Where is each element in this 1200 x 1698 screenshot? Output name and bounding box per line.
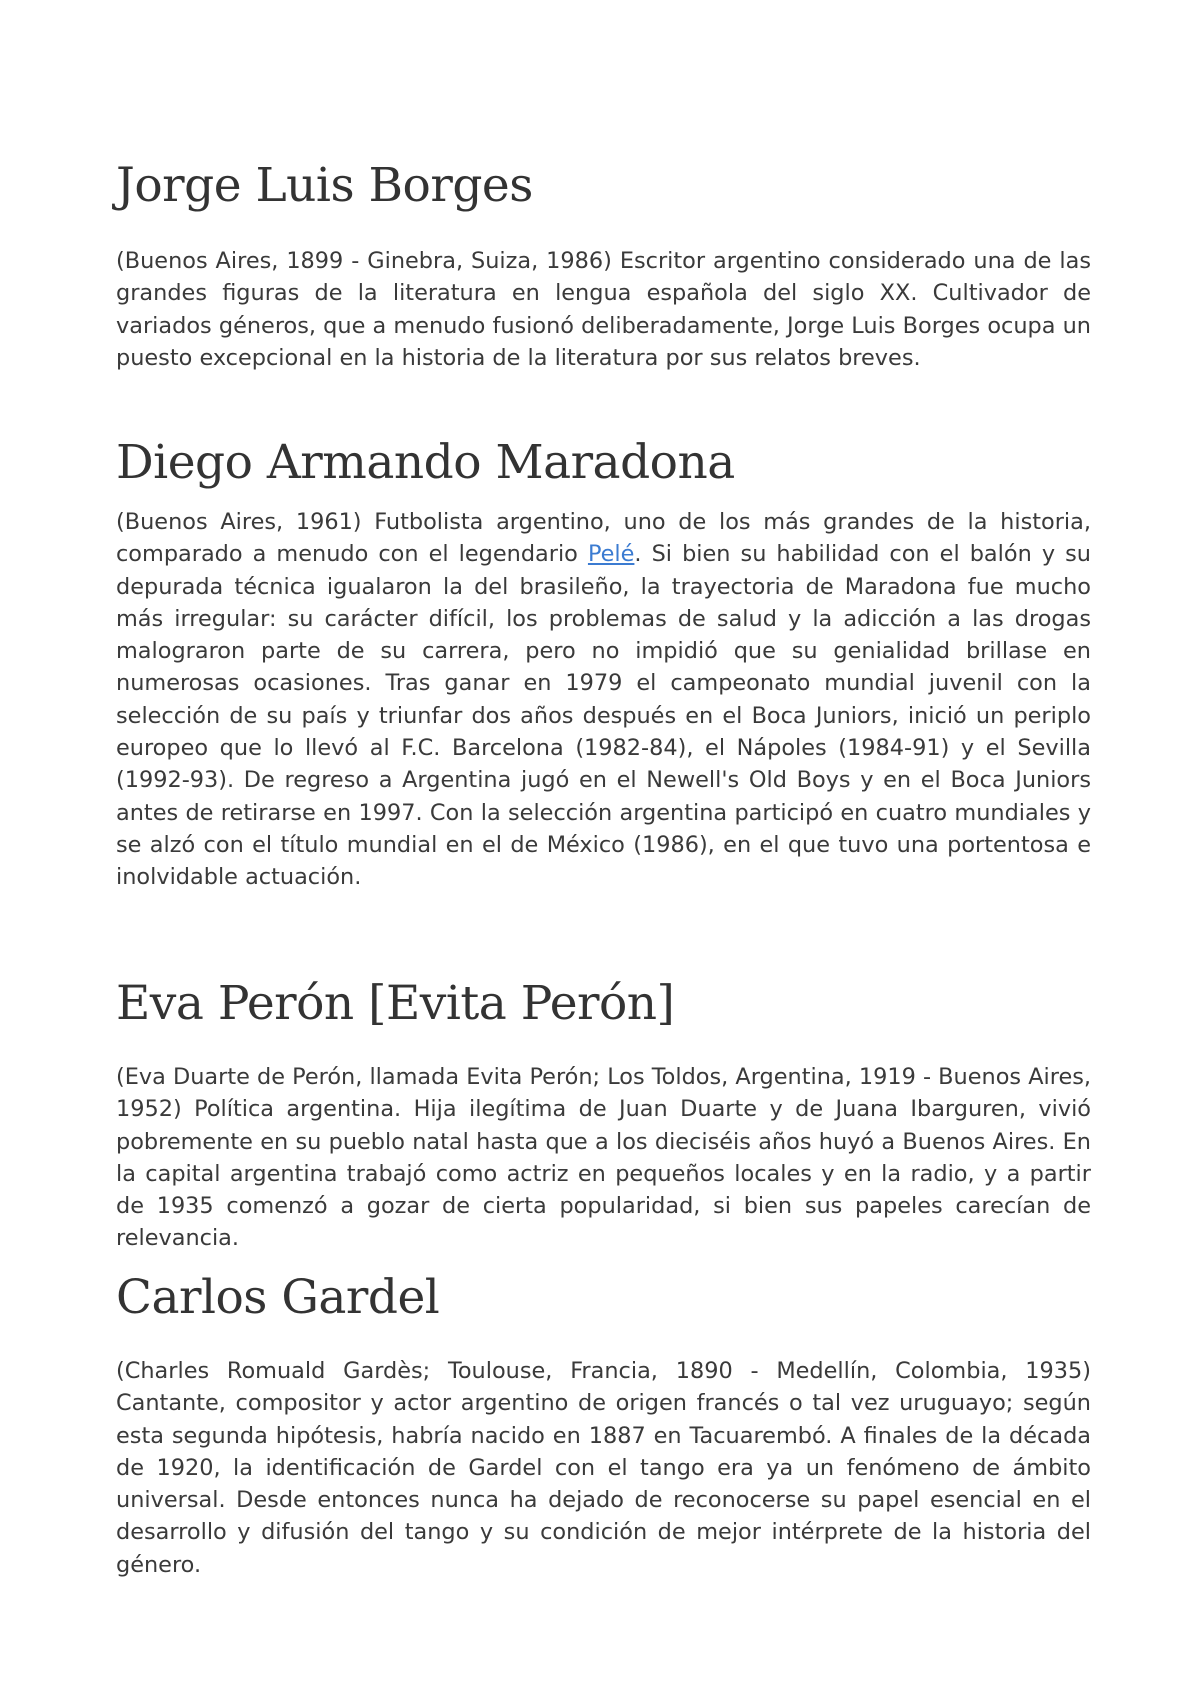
section-borges [116, 158, 1091, 374]
paragraph-borges: (Buenos Aires, 1899 - Ginebra, Suiza, 1986) Escritor argentino considerado una de las grandes figuras de la literatura en lengua española del siglo XX. Cultivador de variados géneros, que a menudo fusionó deliberadamente, Jorge Luis Borges ocupa un puesto excepcional en la historia de la literatura por sus relatos breves. [116, 248, 1091, 371]
paragraph-gardel: (Charles Romuald Gardès; Toulouse, Francia, 1890 - Medellín, Colombia, 1935) Cantante, compositor y actor argentino de origen francés o tal vez uruguayo; según esta segunda hipótesis, habría nacido en 1887 en Tacuarembó. A finales de la década de 1920, la identificación de Gardel con el tango era ya un fenómeno de ámbito universal. Desde entonces nunca ha dejado de reconocerse su papel esencial en el desarrollo y difusión del tango y su condición de mejor intérprete de la historia del género. [116, 1358, 1091, 1578]
paragraph-maradona-text-start: (Buenos Aires, 1961) Futbolista argentino, uno de los más grandes de la historia, comparado a menudo con el legendario [116, 509, 1091, 568]
section-evita [116, 976, 1091, 1255]
section-gardel [116, 1270, 1091, 1581]
paragraph-maradona [116, 506, 1091, 894]
paragraph-maradona-text-end: . Si bien su habilidad con el balón y su depurada técnica igualaron la del brasileño, la trayectoria de Maradona fue mucho más irregular: su carácter difícil, los problemas de salud y la adicción a las drogas malograron parte de su carrera, pero no impidió que su genialidad brillase en numerosas ocasiones. Tras ganar en 1979 el campeonato mundial juvenil con la selección de su país y triunfar dos años después en el Boca Juniors, inició un periplo europeo que lo llevó al F.C. Barcelona (1982-84), el Nápoles (1984-91) y el Sevilla (1992-93). De regreso a Argentina jugó en el Newell's Old Boys y en el Boca Juniors antes de retirarse en 1997. Con la selección argentina participó en cuatro mundiales y se alzó con el título mundial en el de México (1986), en el que tuvo una portentosa e inolvidable actuación. [116, 541, 1091, 891]
pele-link[interactable]: Pelé [587, 541, 635, 568]
paragraph-evita: (Eva Duarte de Perón, llamada Evita Perón; Los Toldos, Argentina, 1919 - Buenos Aires, 1952) Política argentina. Hija ilegítima de Juan Duarte y de Juana Ibarguren, vivió pobremente en su pueblo natal hasta que a los dieciséis años huyó a Buenos Aires. En la capital argentina trabajó como actriz en pequeños locales y en la radio, y a partir de 1935 comenzó a gozar de cierta popularidad, si bien sus papeles carecían de relevancia. [116, 1064, 1091, 1252]
heading-gardel: Carlos Gardel [116, 1270, 440, 1325]
heading-evita: Eva Perón [Evita Perón] [116, 976, 675, 1031]
section-maradona [116, 435, 1091, 894]
heading-borges: Jorge Luis Borges [116, 158, 533, 213]
heading-maradona: Diego Armando Maradona [116, 435, 735, 490]
